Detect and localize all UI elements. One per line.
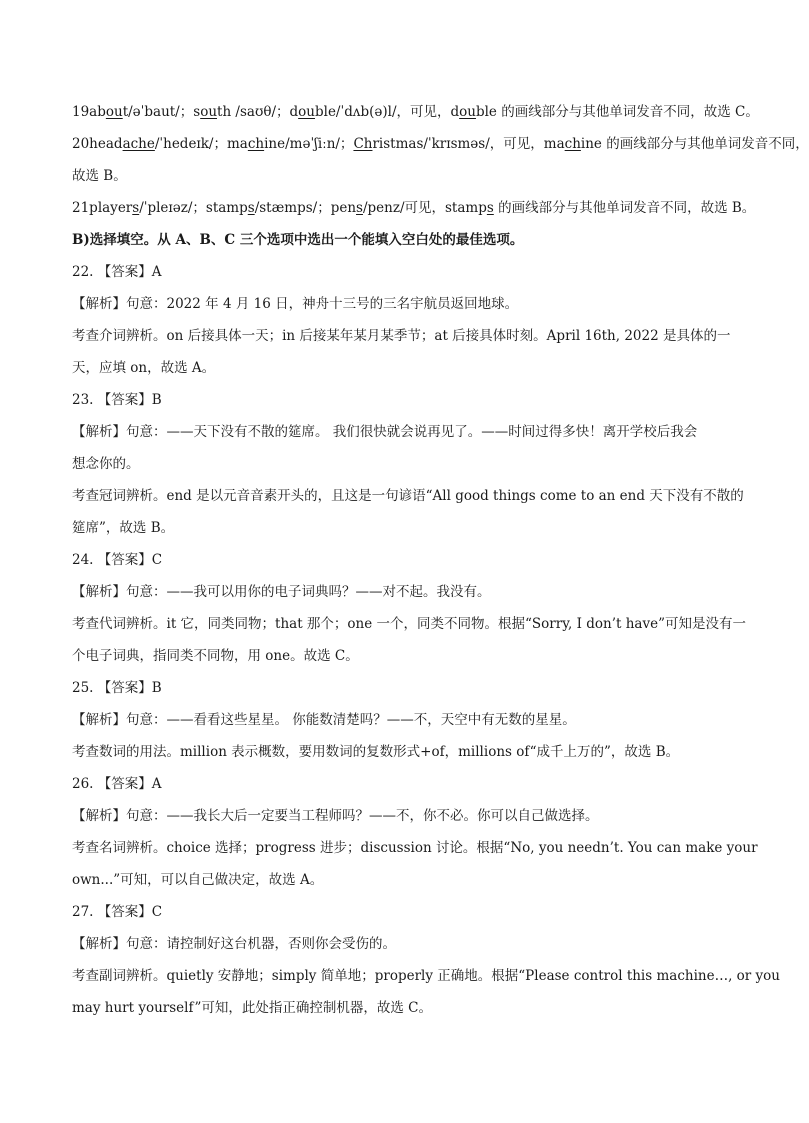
q27-detail-1: 考查副词辨析。quietly 安静地；simply 简单地；properly 正确地。根据“Please control this machine…, or you — [72, 968, 780, 984]
q24-answer: 24. 【答案】C — [72, 552, 163, 568]
q20-line-2: 故选 B。 — [72, 168, 127, 184]
q24-detail-1: 考查代词辨析。it 它，同类同物；that 那个；one 一个，同类不同物。根据“Sorry, I don’t have”可知是没有一 — [72, 616, 746, 632]
q25-answer: 25. 【答案】B — [72, 680, 162, 696]
q22-detail-2: 天，应填 on，故选 A。 — [72, 360, 216, 376]
q22-analysis: 【解析】句意：2022 年 4 月 16 日，神舟十三号的三名宇航员返回地球。 — [72, 296, 519, 312]
q26-analysis: 【解析】句意：——我长大后一定要当工程师吗？——不，你不必。你可以自己做选择。 — [72, 808, 599, 824]
section-b-heading: B)选择填空。从 A、B、C 三个选项中选出一个能填入空白处的最佳选项。 — [72, 232, 524, 248]
q23-analysis-2: 想念你的。 — [72, 456, 140, 472]
q25-detail-1: 考查数词的用法。million 表示概数，要用数词的复数形式+of，millions of“成千上万的”，故选 B。 — [72, 744, 680, 760]
q26-detail-1: 考查名词辨析。choice 选择；progress 进步；discussion 讨论。根据“No, you needn’t. You can make your — [72, 840, 758, 856]
q21-line: 21players/ˈpleɪəz/；stamps/stæmps/；pens/penz/可见，stamps 的画线部分与其他单词发音不同，故选 B。 — [72, 200, 756, 216]
q26-answer: 26. 【答案】A — [72, 776, 162, 792]
q24-analysis: 【解析】句意：——我可以用你的电子词典吗？——对不起。我没有。 — [72, 584, 491, 600]
q27-detail-2: may hurt yourself”可知，此处指正确控制机器，故选 C。 — [72, 1000, 432, 1016]
q26-detail-2: own...”可知，可以自己做决定，故选 A。 — [72, 872, 324, 888]
q23-detail-2: 筵席”，故选 B。 — [72, 520, 175, 536]
q22-answer: 22. 【答案】A — [72, 264, 162, 280]
q25-analysis: 【解析】句意：——看看这些星星。 你能数清楚吗？——不，天空中有无数的星星。 — [72, 712, 576, 728]
q27-answer: 27. 【答案】C — [72, 904, 163, 920]
q23-answer: 23. 【答案】B — [72, 392, 162, 408]
q19-line: 19about/əˈbaut/；south /saʊθ/；double/ˈdʌb(ə)l/，可见，double 的画线部分与其他单词发音不同，故选 C。 — [72, 104, 759, 120]
q27-analysis: 【解析】句意：请控制好这台机器，否则你会受伤的。 — [72, 936, 396, 952]
q23-detail-1: 考查冠词辨析。end 是以元音音素开头的，且这是一句谚语“All good things come to an end 天下没有不散的 — [72, 488, 744, 504]
document-page — [72, 96, 809, 1024]
q20-line: 20headache/ˈhedeɪk/；machine/məˈʃiːn/；Christmas/ˈkrɪsməs/，可见，machine 的画线部分与其他单词发音不同， — [72, 136, 809, 152]
q23-analysis-1: 【解析】句意：——天下没有不散的筵席。 我们很快就会说再见了。——时间过得多快！离开学校后我会 — [72, 424, 698, 440]
q24-detail-2: 个电子词典，指同类不同物，用 one。故选 C。 — [72, 648, 359, 664]
q22-detail-1: 考查介词辨析。on 后接具体一天；in 后接某年某月某季节；at 后接具体时刻。April 16th, 2022 是具体的一 — [72, 328, 731, 344]
